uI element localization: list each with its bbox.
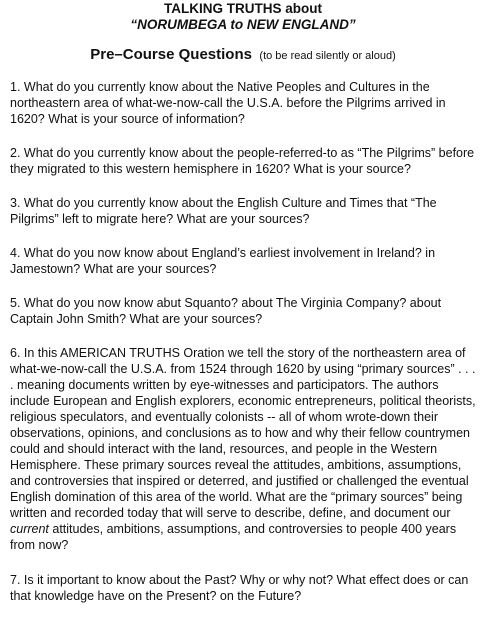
question-3: 3. What do you currently know about the English Culture and Times that “The Pilgrims” left to migrate here? What are your sources? <box>10 196 437 226</box>
section-heading <box>10 46 476 65</box>
question-2: 2. What do you currently know about the people-referred-to as “The Pilgrims” before they migrated to this western hemisphere in 1620? What is your source? <box>10 146 475 176</box>
question-6-text-end: attitudes, ambitions, assumptions, and controversies to people 400 years from now? <box>10 522 457 552</box>
document-title: TALKING TRUTHS about <box>164 1 322 16</box>
question-6 <box>10 345 476 553</box>
section-heading-title: Pre–Course Questions <box>90 46 252 63</box>
question-4: 4. What do you now know about England’s earliest involvement in Ireland? in Jamestown? What are your sources? <box>10 246 436 276</box>
question-7: 7. Is it important to know about the Past? Why or why not? What effect does or can that knowledge have on the Present? on the Future? <box>10 573 469 603</box>
question-6-emphasis: current <box>10 522 49 536</box>
section-heading-note: (to be read silently or aloud) <box>259 50 396 62</box>
question-6-text: 6. In this AMERICAN TRUTHS Oration we tell the story of the northeastern area of what-we-now-call the U.S.A. from 1524 through 1620 by using “primary sources” . . . . meaning documents written by eye-witnesses and participators. The authors include European and English explorers, economic entrepreneurs, political theorists, religious speculators, and eventually colonists -- all of whom wrote-down their observations, opinions, and conclusions as to how and why their fellow countrymen could and should interact with the land, resources, and people in the Western Hemisphere. These primary sources reveal the attitudes, ambitions, assumptions, and controversies that inspired or deterred, and justified or challenged the eventual English domination of this area of the world. What are the “primary sources” being written and recorded today that will serve to describe, define, and document our <box>10 346 476 520</box>
document-subtitle: “NORUMBEGA to NEW ENGLAND” <box>130 17 356 32</box>
question-1: 1. What do you currently know about the Native Peoples and Cultures in the northeastern area of what-we-now-call the U.S.A. before the Pilgrims arrived in 1620? What is your source of information? <box>10 80 446 126</box>
question-5: 5. What do you now know abut Squanto? about The Virginia Company? about Captain John Smith? What are your sources? <box>10 296 442 326</box>
